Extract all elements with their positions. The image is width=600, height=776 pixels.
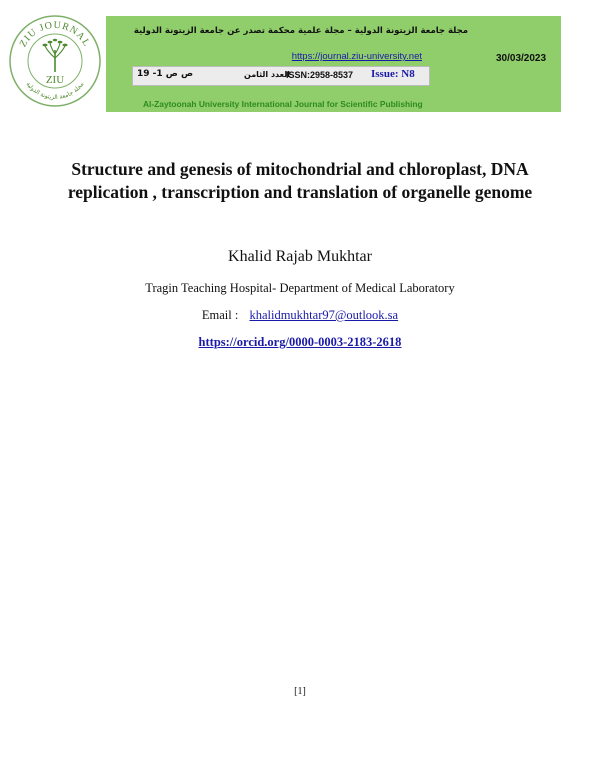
- journal-url-link[interactable]: https://journal.ziu-university.net: [291, 51, 422, 62]
- logo-center-text: ZIU: [45, 74, 65, 86]
- email-label: Email :: [201, 308, 239, 322]
- issue-label: Issue: N8: [371, 68, 415, 80]
- journal-title-english: Al-Zaytoonah University International Journal for Scientific Publishing: [143, 99, 423, 109]
- page-number: [1]: [294, 686, 306, 697]
- issn-number: ISSN:2958-8537: [286, 70, 354, 80]
- journal-logo: [8, 14, 102, 108]
- journal-title-arabic: مجلة جامعة الزيتونة الدولية – مجلة علمية محكمة تصدر عن جامعة الزيتونة الدولية: [133, 26, 468, 36]
- logo-top-text: ZIU JOURNAL: [17, 19, 93, 49]
- logo-bottom-text: مجلة جامعة الزيتونة الدولية: [24, 80, 86, 102]
- author-affiliation: Tragin Teaching Hospital- Department of Medical Laboratory: [145, 281, 455, 295]
- email-link[interactable]: khalidmukhtar97@outlook.sa: [249, 308, 399, 322]
- article-title: Structure and genesis of mitochondrial and chloroplast, DNA replication , transcription and translation of organelle genome: [67, 159, 533, 202]
- email-row: [0, 308, 600, 323]
- page-range: ص ص 1- 19: [137, 69, 194, 79]
- author-name: Khalid Rajab Mukhtar: [228, 248, 372, 265]
- publication-date: 30/03/2023: [496, 53, 547, 64]
- issue-number-arabic: العدد الثامن: [244, 70, 290, 79]
- orcid-link[interactable]: https://orcid.org/0000-0003-2183-2618: [198, 335, 402, 349]
